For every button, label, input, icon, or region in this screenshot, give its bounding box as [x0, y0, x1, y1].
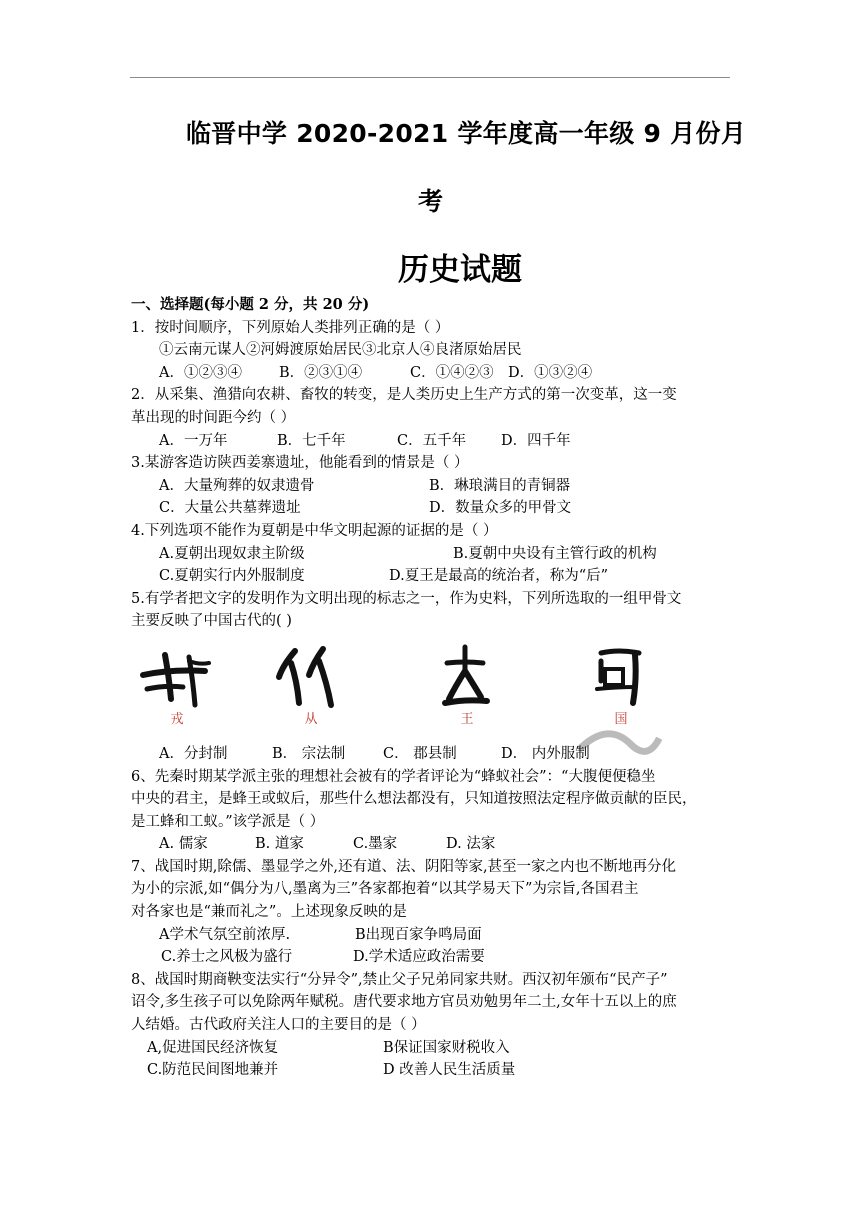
- caption-cong: 从: [304, 711, 318, 727]
- q5-option-c: C． 郡县制: [383, 745, 457, 762]
- header-rule: [130, 77, 730, 78]
- q4-options-row1: [131, 543, 731, 566]
- oracle-glyph-rong: [131, 641, 223, 731]
- q8-options-row2: [131, 1059, 731, 1082]
- q6-stem-line1: 6、先秦时期某学派主张的理想社会被有的学者评论为“蜂蚁社会”：“大腹便便稳坐: [131, 768, 656, 785]
- oracle-glyph-cong: [265, 641, 357, 731]
- q6-option-c: C.墨家: [353, 836, 398, 853]
- q4-option-d: D.夏王是最高的统治者，称为“后”: [389, 568, 609, 585]
- q3-option-d: D．数量众多的甲骨文: [429, 500, 572, 517]
- q1-option-b: B．②③①④: [279, 364, 363, 381]
- q6-stem-line3: 是工蜂和工蚁。”该学派是（ ）: [131, 813, 325, 830]
- q6-option-b: B. 道家: [255, 836, 304, 853]
- q2-options: [131, 430, 731, 453]
- q6-option-d: D. 法家: [446, 836, 496, 853]
- q3-options-row1: [131, 475, 731, 498]
- q2-option-b: B．七千年: [277, 432, 346, 449]
- oracle-glyph-guo: [575, 641, 667, 731]
- q1-option-a: A．①②③④: [159, 364, 242, 381]
- q1-option-c: C．①④②③: [410, 364, 494, 381]
- q7-stem-line1: 7、战国时期,除儒、墨显学之外,还有道、法、阴阳等家,甚至一家之内也不断地再分化: [131, 858, 677, 875]
- q8-option-a: A,促进国民经济恢复: [147, 1039, 279, 1056]
- q5-option-a: A．分封制: [159, 745, 228, 762]
- q6-stem-line2: 中央的君主，是蜂王或蚁后，那些什么想法都没有，只知道按照法定程序做贡献的臣民，: [131, 791, 697, 808]
- q6-options: [131, 833, 731, 856]
- q5-option-b: B． 宗法制: [272, 745, 346, 762]
- q5-stem-line1: 5.有学者把文字的发明作为文明出现的标志之一，作为史料，下列所选取的一组甲骨文: [131, 590, 682, 607]
- caption-wang: 王: [460, 711, 474, 727]
- q5-option-d: D． 内外服制: [501, 745, 590, 762]
- q2-option-c: C．五千年: [397, 432, 467, 449]
- q8-options-row1: [131, 1037, 731, 1060]
- q1-stem: 1．按时间顺序，下列原始人类排列正确的是（ ）: [131, 319, 450, 336]
- q8-stem-line3: 人结婚。古代政府关注人口的主要目的是（ ）: [131, 1017, 426, 1034]
- q7-option-b: B出现百家争鸣局面: [355, 926, 482, 943]
- q7-option-a: A学术气氛空前浓厚.: [159, 926, 291, 943]
- q3-option-a: A．大量殉葬的奴隶遗骨: [159, 477, 315, 494]
- q7-options-row1: [131, 924, 731, 947]
- q2-option-a: A．一万年: [159, 432, 228, 449]
- q4-options-row2: [131, 565, 731, 588]
- q7-stem-line2: 为小的宗派,如“偶分为八,墨离为三”各家都抱着“以其学易天下”为宗旨,各国君主: [131, 881, 639, 898]
- q5-options: [131, 743, 731, 766]
- q1-items: ①云南元谋人②河姆渡原始居民③北京人④良渚原始居民: [159, 342, 522, 359]
- q7-options-row2: [131, 946, 731, 969]
- question-body: [131, 294, 731, 1082]
- section-heading: 一、选择题(每小题 2 分，共 20 分): [131, 296, 370, 313]
- q4-option-c: C.夏朝实行内外服制度: [159, 568, 305, 585]
- oracle-bone-figure: [131, 641, 731, 737]
- q2-stem-line1: 2．从采集、渔猎向农耕、畜牧的转变，是人类历史上生产方式的第一次变革，这一变: [131, 387, 677, 404]
- q3-option-c: C．大量公共墓葬遗址: [159, 500, 301, 517]
- q8-option-b: B保证国家财税收入: [383, 1039, 510, 1056]
- q7-option-c: C.养士之风极为盛行: [161, 949, 293, 966]
- q6-option-a: A. 儒家: [159, 836, 208, 853]
- q2-stem-line2: 革出现的时间距今约（ ）: [131, 409, 296, 426]
- caption-rong: 戎: [170, 711, 184, 727]
- q3-stem: 3.某游客造访陕西姜寨遗址，他能看到的情景是（ ）: [131, 455, 469, 472]
- q3-options-row2: [131, 497, 731, 520]
- oracle-glyph-wang: [421, 641, 513, 731]
- q8-stem-line2: 诏令,多生孩子可以免除两年赋税。唐代要求地方官员劝勉男年二土,女年十五以上的庶: [131, 994, 677, 1011]
- q7-stem-line3: 对各家也是“兼而礼之”。上述现象反映的是: [131, 904, 407, 921]
- caption-guo: 国: [614, 711, 628, 727]
- q5-stem-line2: 主要反映了中国古代的( ): [131, 613, 292, 630]
- q4-option-b: B.夏朝中央设有主管行政的机构: [453, 545, 657, 562]
- q8-option-c: C.防范民间图地兼并: [147, 1062, 279, 1079]
- q2-option-d: D．四千年: [501, 432, 571, 449]
- q4-stem: 4.下列选项不能作为夏朝是中华文明起源的证据的是（ ）: [131, 522, 498, 539]
- q3-option-b: B．琳琅满目的青铜器: [429, 477, 571, 494]
- q4-option-a: A.夏朝出现奴隶主阶级: [159, 545, 305, 562]
- q7-option-d: D.学术适应政治需要: [353, 949, 485, 966]
- q8-option-d: D 改善人民生活质量: [383, 1062, 516, 1079]
- q1-options: [131, 362, 731, 385]
- exam-title-line2: 考: [418, 187, 444, 216]
- exam-title-line1: 临晋中学 2020-2021 学年度高一年级 9 月份月: [186, 119, 747, 148]
- subject-title: 历史试题: [398, 252, 522, 288]
- q8-stem-line1: 8、战国时期商鞅变法实行“分异令”,禁止父子兄弟同家共财。西汉初年颁布“民产子”: [131, 971, 668, 988]
- q1-option-d: D．①③②④: [508, 364, 593, 381]
